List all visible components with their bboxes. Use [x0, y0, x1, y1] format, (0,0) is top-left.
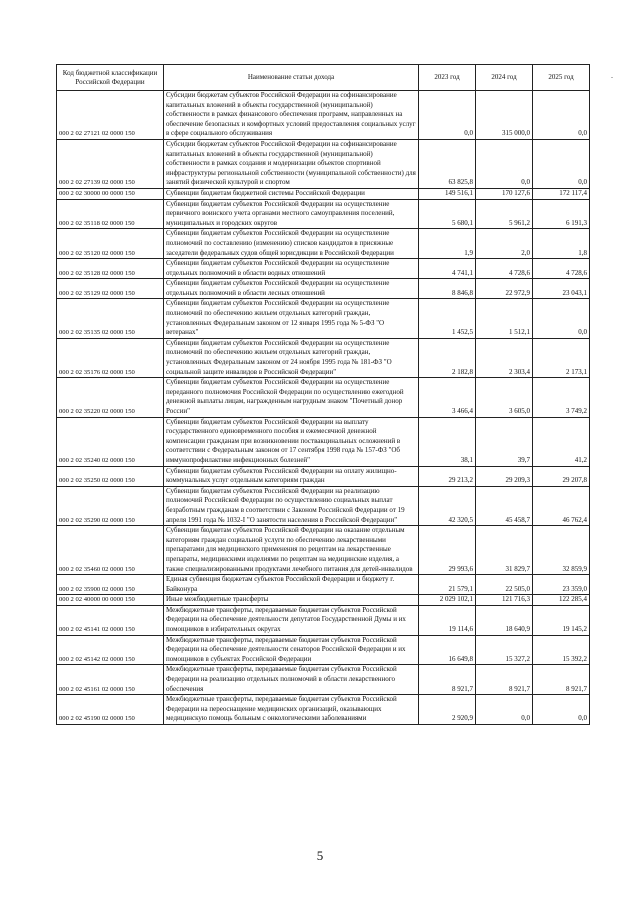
- page-number: 5: [316, 848, 324, 863]
- budget-revenue-table: [56, 64, 590, 725]
- row-value-2023: 42 320,5: [419, 486, 476, 525]
- row-value-2024: 22 505,0: [476, 575, 533, 595]
- table-row: [57, 526, 590, 575]
- row-code: 000 2 02 35460 02 0000 150: [57, 526, 164, 575]
- row-value-2024: 0,0: [476, 695, 533, 725]
- row-name: Межбюджетные трансферты, передаваемые бюджетам субъектов Российской Федерации на переоснащение медицинских организаций, оказывающих медицинскую помощь больным с онкологическими заболеваниями: [164, 695, 419, 725]
- row-value-2023: 8 846,8: [419, 279, 476, 299]
- row-code: 000 2 02 35290 02 0000 150: [57, 486, 164, 525]
- row-code: 000 2 02 35128 02 0000 150: [57, 259, 164, 279]
- row-name: Иные межбюджетные трансферты: [164, 595, 419, 606]
- row-code: 000 2 02 35129 02 0000 150: [57, 279, 164, 299]
- table-row: [57, 229, 590, 259]
- row-value-2023: 63 825,8: [419, 139, 476, 188]
- row-value-2024: 5 961,2: [476, 199, 533, 229]
- row-value-2024: 29 209,3: [476, 466, 533, 486]
- row-value-2023: 38,1: [419, 417, 476, 466]
- row-name: Субвенции бюджетам субъектов Российской Федерации на выплату государственного единовременного пособия и ежемесячной денежной компенсации гражданам при возникновении поствакцинальных осложнений в соответствии с Федеральным законом от 17 сентября 1998 года № 157-ФЗ "Об иммунопрофилактике инфекционных болезней": [164, 417, 419, 466]
- row-value-2023: 149 516,1: [419, 188, 476, 199]
- row-name: Субвенции бюджетам субъектов Российской Федерации на осуществление первичного воинского учета органами местного самоуправления поселений, муниципальных и городских округов: [164, 199, 419, 229]
- row-value-2024: 45 458,7: [476, 486, 533, 525]
- row-name: Субвенции бюджетам субъектов Российской Федерации на осуществление полномочий по составлению (изменению) списков кандидатов в присяжные заседатели федеральных судов общей юрисдикции в Российской Федерации: [164, 229, 419, 259]
- row-name: Субвенции бюджетам субъектов Российской Федерации на оплату жилищно-коммунальных услуг отдельным категориям граждан: [164, 466, 419, 486]
- row-name: Субвенции бюджетам субъектов Российской Федерации на осуществление отдельных полномочий в области водных отношений: [164, 259, 419, 279]
- row-value-2023: 1 452,5: [419, 299, 476, 338]
- row-value-2023: 2 182,8: [419, 338, 476, 377]
- row-code: 000 2 02 35240 02 0000 150: [57, 417, 164, 466]
- row-code: 000 2 02 35900 02 0000 150: [57, 575, 164, 595]
- row-value-2025: 3 749,2: [533, 378, 590, 417]
- row-value-2025: 32 859,9: [533, 526, 590, 575]
- row-value-2023: 4 741,1: [419, 259, 476, 279]
- row-value-2024: 18 640,9: [476, 605, 533, 635]
- row-code: 000 2 02 30000 00 0000 150: [57, 188, 164, 199]
- row-value-2023: 19 114,6: [419, 605, 476, 635]
- row-name: Субвенции бюджетам субъектов Российской Федерации на осуществление полномочий по обеспечению жильем отдельных категорий граждан, установленных Федеральным законом от 24 ноября 1995 года № 181-ФЗ "О социальной защите инвалидов в Российской Федерации": [164, 338, 419, 377]
- row-value-2024: 3 605,0: [476, 378, 533, 417]
- row-value-2024: 0,0: [476, 139, 533, 188]
- row-value-2025: 4 728,6: [533, 259, 590, 279]
- row-code: 000 2 02 45141 02 0000 150: [57, 605, 164, 635]
- header-2024: 2024 год: [476, 65, 533, 91]
- row-code: 000 2 02 27121 02 0000 150: [57, 91, 164, 140]
- row-code: 000 2 02 45161 02 0000 150: [57, 665, 164, 695]
- row-value-2025: 29 207,8: [533, 466, 590, 486]
- row-value-2025: 0,0: [533, 299, 590, 338]
- table-row: [57, 139, 590, 188]
- table-row: [57, 595, 590, 606]
- header-code: Код бюджетной классификации Российской Федерации: [57, 65, 164, 91]
- row-code: 000 2 02 35220 02 0000 150: [57, 378, 164, 417]
- row-value-2025: 6 191,3: [533, 199, 590, 229]
- row-code: 000 2 02 35120 02 0000 150: [57, 229, 164, 259]
- table-row: [57, 378, 590, 417]
- table-row: [57, 417, 590, 466]
- row-value-2023: 5 680,1: [419, 199, 476, 229]
- row-code: 000 2 02 40000 00 0000 150: [57, 595, 164, 606]
- row-code: 000 2 02 35135 02 0000 150: [57, 299, 164, 338]
- row-value-2024: 121 716,3: [476, 595, 533, 606]
- row-value-2023: 21 579,1: [419, 575, 476, 595]
- row-value-2025: 41,2: [533, 417, 590, 466]
- row-name: Межбюджетные трансферты, передаваемые бюджетам субъектов Российской Федерации на реализацию отдельных полномочий в области лекарственного обеспечения: [164, 665, 419, 695]
- row-value-2025: 122 285,4: [533, 595, 590, 606]
- row-value-2024: 2,0: [476, 229, 533, 259]
- table-row: [57, 338, 590, 377]
- table-row: [57, 299, 590, 338]
- table-row: [57, 575, 590, 595]
- row-code: 000 2 02 45190 02 0000 150: [57, 695, 164, 725]
- table-row: [57, 635, 590, 665]
- row-name: Субвенции бюджетам субъектов Российской Федерации на оказание отдельным категориям граждан социальной услуги по обеспечению лекарственными препаратами для медицинского применения по рецептам на лекарственные препараты, медицинскими изделиями по рецептам на медицинские изделия, а также специализированными продуктами лечебного питания для детей-инвалидов: [164, 526, 419, 575]
- row-value-2024: 39,7: [476, 417, 533, 466]
- row-value-2025: 0,0: [533, 695, 590, 725]
- row-value-2025: 23 359,0: [533, 575, 590, 595]
- table-row: [57, 466, 590, 486]
- row-value-2025: 172 117,4: [533, 188, 590, 199]
- row-code: 000 2 02 27139 02 0000 150: [57, 139, 164, 188]
- table-row: [57, 665, 590, 695]
- row-value-2023: 0,0: [419, 91, 476, 140]
- row-value-2025: 2 173,1: [533, 338, 590, 377]
- table-row: [57, 486, 590, 525]
- header-2023: 2023 год: [419, 65, 476, 91]
- row-value-2024: 4 728,6: [476, 259, 533, 279]
- row-value-2025: 19 145,2: [533, 605, 590, 635]
- table-row: [57, 199, 590, 229]
- table-row: [57, 188, 590, 199]
- row-value-2025: 0,0: [533, 139, 590, 188]
- row-value-2025: 8 921,7: [533, 665, 590, 695]
- margin-mark: .: [611, 71, 613, 80]
- row-value-2024: 315 000,0: [476, 91, 533, 140]
- row-value-2025: 0,0: [533, 91, 590, 140]
- table-row: [57, 259, 590, 279]
- row-name: Субвенции бюджетам бюджетной системы Российской Федерации: [164, 188, 419, 199]
- header-2025: 2025 год: [533, 65, 590, 91]
- row-value-2025: 23 043,1: [533, 279, 590, 299]
- row-value-2023: 2 029 102,1: [419, 595, 476, 606]
- row-value-2023: 16 649,8: [419, 635, 476, 665]
- row-value-2023: 8 921,7: [419, 665, 476, 695]
- row-name: Межбюджетные трансферты, передаваемые бюджетам субъектов Российской Федерации на обеспечение деятельности депутатов Государственной Думы и их помощников в избирательных округах: [164, 605, 419, 635]
- row-value-2024: 2 303,4: [476, 338, 533, 377]
- row-value-2023: 1,9: [419, 229, 476, 259]
- row-name: Субвенции бюджетам субъектов Российской Федерации на осуществление отдельных полномочий в области лесных отношений: [164, 279, 419, 299]
- row-name: Субвенции бюджетам субъектов Российской Федерации на осуществление полномочий по обеспечению жильем отдельных категорий граждан, установленных Федеральным законом от 12 января 1995 года № 5-ФЗ "О ветеранах": [164, 299, 419, 338]
- row-name: Субвенции бюджетам субъектов Российской Федерации на реализацию полномочий Российской Федерации по осуществлению социальных выплат безработным гражданам в соответствии с Законом Российской Федерации от 19 апреля 1991 года № 1032-I "О занятости населения в Российской Федерации": [164, 486, 419, 525]
- row-value-2024: 1 512,1: [476, 299, 533, 338]
- table-row: [57, 695, 590, 725]
- row-code: 000 2 02 35250 02 0000 150: [57, 466, 164, 486]
- row-name: Межбюджетные трансферты, передаваемые бюджетам субъектов Российской Федерации на обеспечение деятельности сенаторов Российской Федерации и их помощников в субъектах Российской Федерации: [164, 635, 419, 665]
- row-value-2023: 3 466,4: [419, 378, 476, 417]
- row-value-2023: 29 213,2: [419, 466, 476, 486]
- row-value-2025: 15 392,2: [533, 635, 590, 665]
- row-code: 000 2 02 35118 02 0000 150: [57, 199, 164, 229]
- row-code: 000 2 02 45142 02 0000 150: [57, 635, 164, 665]
- row-name: Субсидии бюджетам субъектов Российской Федерации на софинансирование капитальных вложений в объекты государственной (муниципальной) собственности в рамках создания и модернизации объектов спортивной инфраструктуры региональной собственности (муниципальной собственности) для занятий физической культурой и спортом: [164, 139, 419, 188]
- row-value-2024: 22 972,9: [476, 279, 533, 299]
- row-name: Единая субвенция бюджетам субъектов Российской Федерации и бюджету г. Байконура: [164, 575, 419, 595]
- row-value-2024: 170 127,6: [476, 188, 533, 199]
- row-value-2024: 8 921,7: [476, 665, 533, 695]
- table-row: [57, 279, 590, 299]
- table-row: [57, 605, 590, 635]
- row-value-2025: 46 762,4: [533, 486, 590, 525]
- row-value-2025: 1,8: [533, 229, 590, 259]
- row-value-2024: 31 829,7: [476, 526, 533, 575]
- row-code: 000 2 02 35176 02 0000 150: [57, 338, 164, 377]
- row-name: Субсидии бюджетам субъектов Российской Федерации на софинансирование капитальных вложений в объекты государственной (муниципальной) собственности в рамках финансового обеспечения программ, направленных на обеспечение безопасных и комфортных условий предоставления социальных услуг в сфере социального обслуживания: [164, 91, 419, 140]
- row-value-2023: 2 920,9: [419, 695, 476, 725]
- row-value-2024: 15 327,2: [476, 635, 533, 665]
- row-name: Субвенции бюджетам субъектов Российской Федерации на осуществление переданного полномочия Российской Федерации по осуществлению ежегодной денежной выплаты лицам, награжденным нагрудным знаком "Почетный донор России": [164, 378, 419, 417]
- table-row: [57, 91, 590, 140]
- row-value-2023: 29 993,6: [419, 526, 476, 575]
- table-header-row: [57, 65, 590, 91]
- header-name: Наименование статьи дохода: [164, 65, 419, 91]
